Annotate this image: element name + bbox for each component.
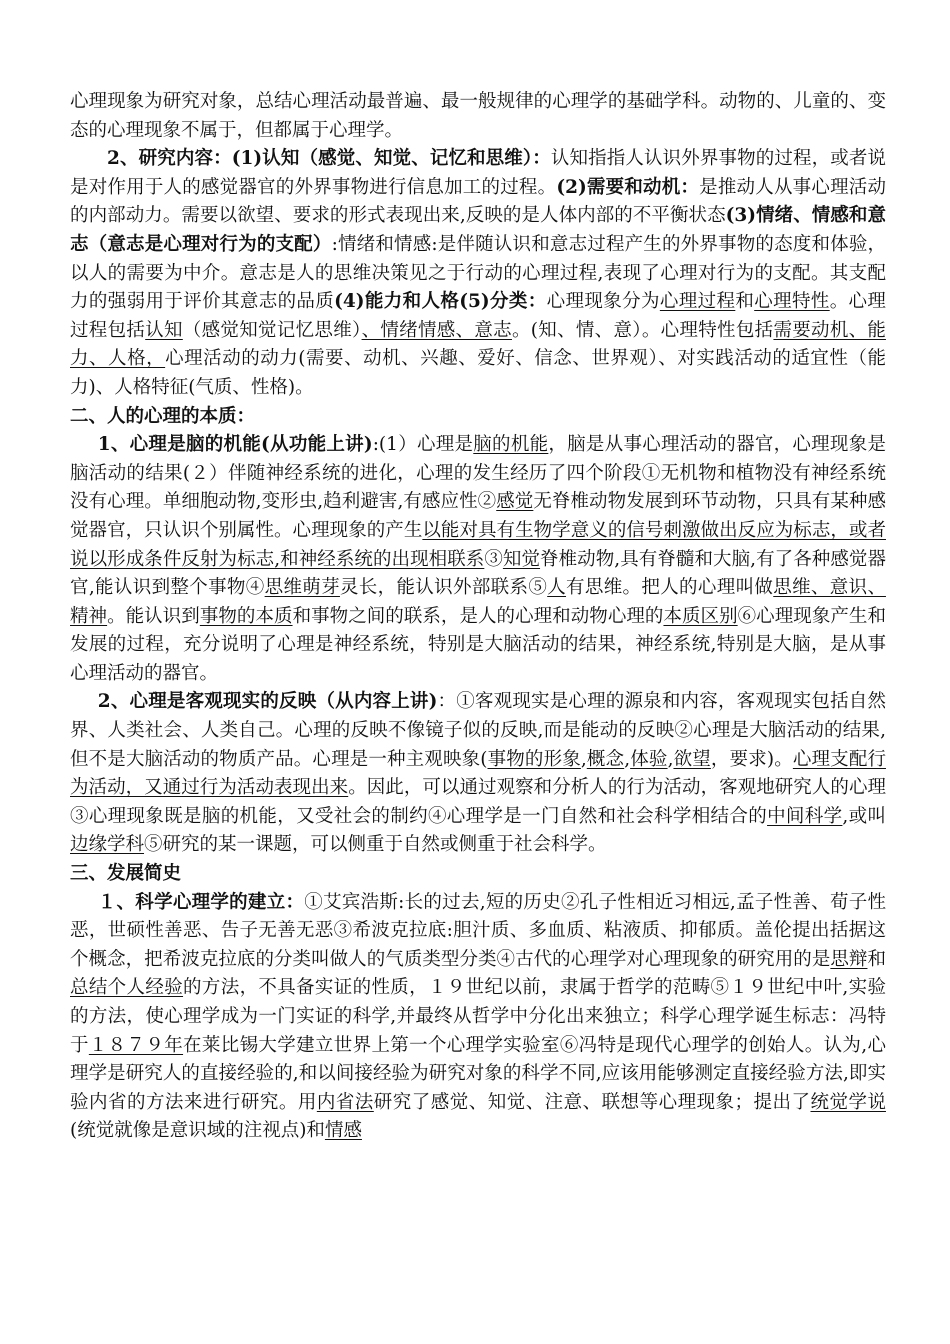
underlined-term: 概念: [586, 748, 625, 770]
underlined-term: 认知: [145, 319, 183, 341]
text-run: :(1）心理是: [372, 434, 474, 456]
text-run: ,: [667, 748, 674, 770]
text-run: :情绪和情感:是伴随认识和意志过程产生的外界事物的态度和体验，以人的需要为中介。意志是人的思维决策见之于行动的心理过程,表现了心理对行为的支配。其支配力的强弱用于评价其意志的品质: [70, 233, 886, 313]
underlined-term: 总结个人经验: [70, 977, 184, 999]
text-run: 的方法，不具备实证的性质，１９世纪以前，隶属于哲学的范畴⑤１９世纪中叶,实验的方法，使心理学成为一门实证的科学,并最终从哲学中分化出来独立；科学心理学诞生标志：冯特于: [70, 977, 886, 1056]
text-run: 无脊椎动物发展到环节动物，只具有某种感觉器官，只认识个别属性。心理现象的产生: [70, 491, 886, 541]
bold-run: １、科学心理学的建立：: [97, 891, 305, 913]
underlined-term: １８７９年: [88, 1034, 184, 1056]
underlined-term: 需要动机、能力、人格，: [70, 319, 886, 370]
underlined-term: 思维萌芽: [264, 577, 340, 599]
text-run: 心理现象为研究对象，总结心理活动最普遍、最一般规律的心理学的基础学科。动物的、儿童的、变态的心理现象不属于，但都属于心理学。: [70, 91, 886, 141]
text-run: (统觉就像是意识域的注视点)和: [70, 1120, 325, 1142]
underlined-term: 思辩: [830, 948, 868, 970]
bold-run: 2、研究内容：(1)认知（感觉、知觉、记忆和思维）：: [107, 148, 551, 170]
text-run: 。因此，可以通过观察和分析人的行为活动，客观地研究人的心理③心理现象既是脑的机能，又受社会的制约④心理学是一门自然和社会科学相结合的: [70, 777, 886, 827]
text-run: 心理活动的动力(需要、动机、兴趣、爱好、信念、世界观）、对实践活动的适宜性（能力)、人格特征(气质、性格)。: [70, 348, 886, 398]
text-run: 。心理过程包括: [70, 291, 886, 341]
underlined-term: 体验: [630, 748, 668, 770]
underlined-term: 事物的本质: [199, 605, 293, 627]
underlined-term: 欲望: [673, 748, 711, 770]
text-run: ,: [580, 748, 587, 770]
underlined-term: 人: [547, 577, 567, 599]
underlined-term: 本质区别: [663, 605, 738, 627]
paragraph-scientific-psychology: [70, 889, 886, 1146]
text-run: 。(知、情、意）。心理特性包括: [511, 319, 774, 341]
text-run: 和: [867, 948, 886, 970]
bold-run: 2、心理是客观现实的反映（从内容上讲): [97, 691, 438, 713]
underlined-term: 情感: [324, 1120, 362, 1142]
text-run: ,或叫: [842, 805, 886, 827]
underlined-term: 感觉: [496, 491, 534, 513]
underlined-term: 思维、意识、精神: [70, 577, 886, 627]
text-run: 。能认识到: [107, 605, 200, 627]
text-run: 是推动人从事心理活动的内部动力。需要以欲望、要求的形式表现出来,反映的是人体内部的不平衡状态: [70, 176, 886, 227]
underlined-term: 脑的机能: [473, 434, 549, 456]
text-run: ⑤研究的某一课题，可以侧重于自然或侧重于社会科学。: [144, 834, 607, 856]
underlined-term: 心理支配行为活动，又通过行为活动表现出来: [70, 748, 886, 799]
text-run: 和事物之间的联系，是人的心理和动物心理的: [292, 605, 664, 627]
bold-run: (3)情绪、情感和意志（意志是心理对行为的支配）: [70, 205, 886, 255]
bold-run: (4)能力和人格(5)分类：: [334, 291, 547, 313]
text-run: 有思维。把人的心理叫做: [566, 577, 774, 599]
underlined-term: 心理过程: [659, 291, 736, 313]
underlined-term: 事物的形象: [487, 748, 581, 770]
bold-run: (2)需要和动机：: [556, 176, 700, 198]
text-run: 和: [735, 291, 755, 313]
underlined-term: 知觉: [502, 548, 541, 570]
text-run: ⑥心理现象产生和发展的过程，充分说明了心理是神经系统，特别是大脑活动的结果，神经系统,特别是大脑，是从事心理活动的器官。: [70, 605, 886, 684]
paragraph-intro: [70, 88, 886, 145]
underlined-term: 边缘学科: [70, 834, 145, 856]
text-run: 认知指指人认识外界事物的过程，或者说是对作用于人的感觉器官的外界事物进行信息加工的过程。: [70, 148, 886, 198]
text-run: 灵长，能认识外部联系⑤: [339, 577, 548, 599]
text-run: ，要求)。: [710, 748, 793, 770]
underlined-term: 心理特性: [754, 291, 830, 313]
paragraph-objective-reality: [70, 688, 886, 860]
underlined-term: 内省法: [316, 1091, 374, 1113]
section-heading-essence: 二、人的心理的本质：: [70, 405, 256, 427]
text-run: ③: [484, 548, 503, 570]
text-run: ，脑是从事心理活动的器官，心理现象是脑活动的结果(２）伴随神经系统的进化，心理的发生经历了四个阶段①无机物和植物没有神经系统没有心理。单细胞动物,变形虫,趋利避害,有感应性②: [70, 434, 886, 513]
text-run: ,: [624, 748, 631, 770]
paragraph-research-content: [70, 145, 886, 402]
text-run: 脊椎动物,具有脊髓和大脑,有了各种感觉器官,能认识到整个事物④: [70, 548, 886, 599]
underlined-term: 统觉学说: [810, 1091, 886, 1113]
section-heading-history: 三、发展简史: [70, 863, 182, 885]
text-run: ①艾宾浩斯:长的过去,短的历史②孔子性相近习相远,孟子性善、荀子性恶，世硕性善恶、告子无善无恶③希波克拉底:胆汁质、多血质、粘液质、抑郁质。盖伦提出括据这个概念，把希波克拉底的分类叫做人的气质类型分类④古代的心理学对心理现象的研究用的是: [70, 891, 886, 970]
underlined-term: 、情绪情感、意志: [361, 319, 512, 341]
text-run: （感觉知觉记忆思维）: [182, 319, 362, 341]
paragraph-brain-function: [70, 431, 886, 688]
underlined-term: 以能对具有生物学意义的信号刺激做出反应为标志，或者说以形成条件反射为标志,和神经系统的出现相联系: [70, 519, 886, 570]
underlined-term: 中间科学: [767, 805, 843, 827]
bold-run: 1、心理是脑的机能(从功能上讲): [97, 434, 373, 456]
text-run: ：①客观现实是心理的源泉和内容，客观现实包括自然界、人类社会、人类自己。心理的反映不像镜子似的反映,而是能动的反映②心理是大脑活动的结果,但不是大脑活动的物质产品。心理是一种主观映象(: [70, 691, 886, 770]
text-run: 研究了感觉、知觉、注意、联想等心理现象；提出了: [373, 1091, 811, 1113]
text-run: 心理现象分为: [546, 291, 660, 313]
text-run: 在莱比锡大学建立世界上第一个心理学实验室⑥冯特是现代心理学的创始人。认为,心理学是研究人的直接经验的,和以间接经验为研究对象的科学不同,应该用能够测定直接经验方法,即实验内省的方法来进行研究。用: [70, 1034, 886, 1113]
